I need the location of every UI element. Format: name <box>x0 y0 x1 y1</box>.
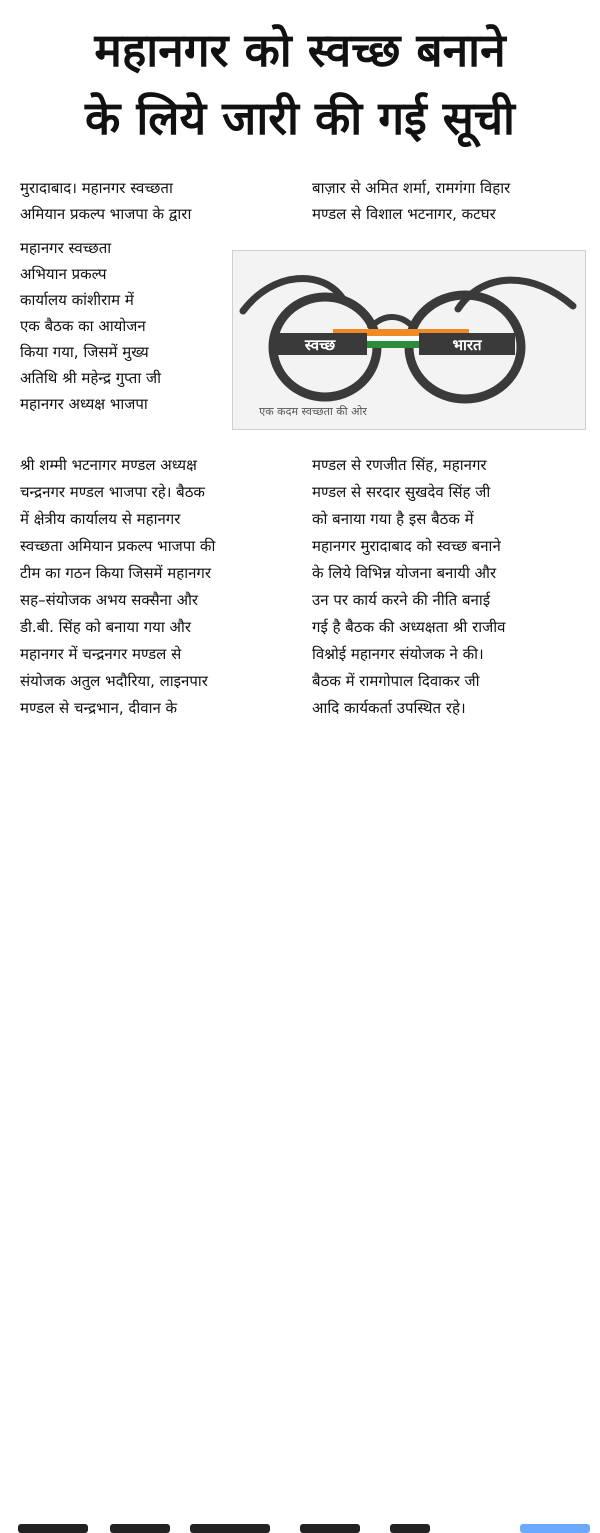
headline-line-2: के लिये जारी की गई सूची <box>85 91 515 145</box>
left-bottom-line-6: सह–संयोजक अभय सक्सैना और <box>20 591 199 609</box>
left-narrow-line-6: अतिथि श्री महेन्द्र गुप्ता जी <box>20 369 161 387</box>
left-top-line-2: अमियान प्रकल्प भाजपा के द्वारा <box>20 205 192 223</box>
left-narrow-line-7: महानगर अध्यक्ष भाजपा <box>20 395 148 413</box>
right-bottom-line-7: गई है बैठक की अध्यक्षता श्री राजीव <box>312 618 506 636</box>
next-article-cutoff <box>0 760 600 773</box>
left-narrow-line-2: अभियान प्रकल्प <box>20 265 107 283</box>
swachh-bharat-logo <box>232 250 586 430</box>
headline-line-1: महानगर को स्वच्छ बनाने <box>94 23 506 77</box>
right-bottom-line-2: मण्डल से सरदार सुखदेव सिंह जी <box>312 483 491 501</box>
logo-tagline: एक कदम स्वच्छता की ओर <box>259 405 367 418</box>
left-narrow-line-5: किया गया, जिसमें मुख्य <box>20 343 149 361</box>
left-bottom-line-1: श्री शम्मी भटनागर मण्डल अध्यक्ष <box>20 456 197 474</box>
left-bottom-line-8: महानगर में चन्द्रनगर मण्डल से <box>20 645 182 663</box>
left-bottom-line-3: में क्षेत्रीय कार्यालय से महानगर <box>20 510 181 528</box>
right-bottom-line-8: विश्नोई महानगर संयोजक ने की। <box>312 645 484 663</box>
spectacles-icon <box>233 251 585 429</box>
left-narrow-line-4: एक बैठक का आयोजन <box>20 317 146 335</box>
left-top-line-1: मुरादाबाद। महानगर स्वच्छता <box>20 179 173 197</box>
left-bottom-line-10: मण्डल से चन्द्रभान, दीवान के <box>20 699 178 717</box>
right-bottom-line-1: मण्डल से रणजीत सिंह, महानगर <box>312 456 487 474</box>
right-top-line-1: बाज़ार से अमित शर्मा, रामगंगा विहार <box>312 179 511 197</box>
right-bottom-line-4: महानगर मुरादाबाद को स्वच्छ बनाने <box>312 537 501 555</box>
left-bottom-line-7: डी.बी. सिंह को बनाया गया और <box>20 618 192 636</box>
right-top-line-2: मण्डल से विशाल भटनागर, कटघर <box>312 205 496 223</box>
left-bottom-line-2: चन्द्रनगर मण्डल भाजपा रहे। बैठक <box>20 483 205 501</box>
right-bottom-line-10: आदि कार्यकर्ता उपस्थित रहे। <box>312 699 466 717</box>
left-narrow-line-3: कार्यालय कांशीराम में <box>20 291 134 309</box>
right-bottom-line-9: बैठक में रामगोपाल दिवाकर जी <box>312 672 480 690</box>
left-bottom-line-4: स्वच्छता अमियान प्रकल्प भाजपा की <box>20 537 216 555</box>
left-narrow-line-1: महानगर स्वच्छता <box>20 239 112 257</box>
left-bottom-line-5: टीम का गठन किया जिसमें महानगर <box>20 564 211 582</box>
left-lens-text: स्वच्छ <box>304 336 336 354</box>
right-lens-text: भारत <box>452 336 482 354</box>
left-bottom-line-9: संयोजक अतुल भदौरिया, लाइनपार <box>20 672 208 690</box>
right-bottom-line-6: उन पर कार्य करने की नीति बनाई <box>312 591 491 609</box>
right-bottom-line-5: के लिये विभिन्न योजना बनायी और <box>312 564 497 582</box>
right-bottom-line-3: को बनाया गया है इस बैठक में <box>312 510 474 528</box>
